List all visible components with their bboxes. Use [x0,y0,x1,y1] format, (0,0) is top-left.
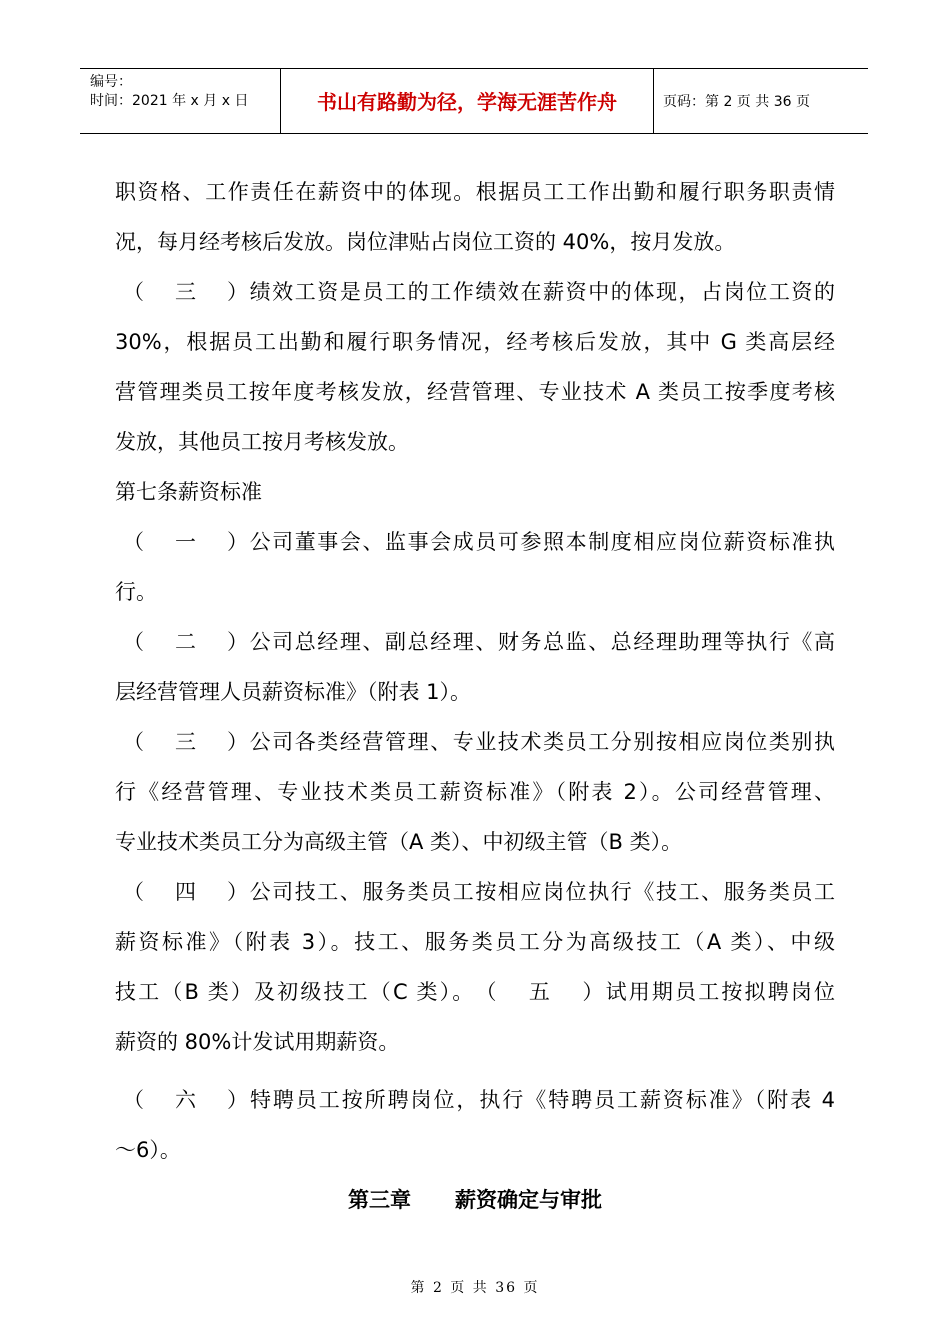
header-page-info: 页码：第 2 页 共 36 页 [663,94,810,110]
item-text: 绩效工资是员工的工作绩效在薪资中的体现，占岗位工资的 [248,280,835,304]
chapter-title: 薪资确定与审批 [455,1188,602,1212]
item-index: （六） [123,1088,248,1112]
paragraph-line: 30%，根据员工出勤和履行职务情况，经考核后发放，其中 G 类高层经 [115,330,835,354]
page-footer: 第 2 页 共 36 页 [410,1280,540,1296]
item-text: 公司总经理、副总经理、财务总监、总经理助理等执行《高 [248,630,835,654]
document-body [115,167,835,1225]
item-index: （一） [123,530,248,554]
chapter-heading [115,1175,835,1225]
paragraph-line: 薪资的 80%计发试用期薪资。 [115,1030,400,1054]
paragraph-line [115,967,835,1017]
list-item [115,717,835,767]
header-motto: 书山有路勤为径，学海无涯苦作舟 [317,90,617,114]
item-index: （三） [123,280,248,304]
paragraph-line: 行《经营管理、专业技术类员工薪资标准》（附表 2）。公司经营管理、 [115,780,835,804]
item-text: 公司技工、服务类员工按相应岗位执行《技工、服务类员工 [248,880,835,904]
paragraph-line: 况，每月经考核后发放。岗位津贴占岗位工资的 40%，按月发放。 [115,230,736,254]
paragraph-line: ～6）。 [115,1138,181,1162]
list-item [115,867,835,917]
paragraph-line: 职资格、工作责任在薪资中的体现。根据员工工作出勤和履行职务职责情 [115,180,835,204]
header-meta [80,69,280,133]
page-header [80,68,868,134]
time-label: 时间：2021 年 x 月 x 日 [90,93,249,109]
chapter-number: 第三章 [348,1188,411,1212]
item-text: 试用期员工按拟聘岗位 [603,980,836,1004]
item-index: （五） [475,980,604,1004]
list-item [115,617,835,667]
item-text: 公司董事会、监事会成员可参照本制度相应岗位薪资标准执 [248,530,835,554]
paragraph-line: 薪资标准》（附表 3）。技工、服务类员工分为高级技工（A 类）、中级 [115,930,835,954]
item-text: 技工（B 类）及初级技工（C 类）。 [115,980,476,1004]
serial-label: 编号： [90,74,132,90]
item-text: 公司各类经营管理、专业技术类员工分别按相应岗位类别执 [248,730,835,754]
paragraph-line: 行。 [115,580,157,604]
item-text: 特聘员工按所聘岗位，执行《特聘员工薪资标准》（附表 4 [248,1088,835,1112]
item-index: （四） [123,880,248,904]
header-divider [653,69,654,133]
item-index: （三） [123,730,248,754]
list-item [115,267,835,317]
list-item [115,517,835,567]
list-item [115,1075,835,1125]
paragraph-line: 营管理类员工按年度考核发放，经营管理、专业技术 A 类员工按季度考核 [115,380,835,404]
paragraph-line: 层经营管理人员薪资标准》（附表 1）。 [115,680,472,704]
paragraph-line: 专业技术类员工分为高级主管（A 类）、中初级主管（B 类）。 [115,830,683,854]
paragraph-line: 发放，其他员工按月考核发放。 [115,430,409,454]
article-heading: 第七条薪资标准 [115,480,262,504]
item-index: （二） [123,630,248,654]
